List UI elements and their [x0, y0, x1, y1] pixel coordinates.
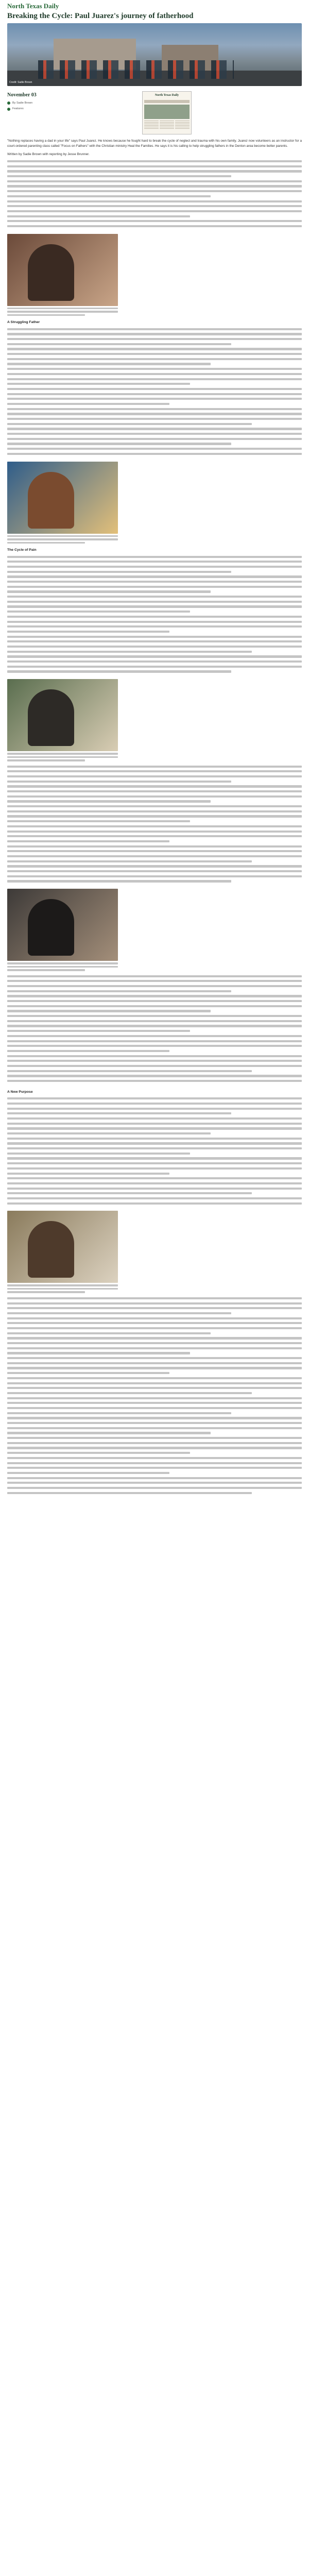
- body-text-line: [7, 1020, 302, 1022]
- body-text-line: [7, 1080, 302, 1082]
- body-text-line: [7, 200, 302, 202]
- body-text-line: [7, 190, 302, 192]
- body-text-line: [7, 1302, 302, 1304]
- body-text-line: [7, 1432, 211, 1434]
- body-text-line: [7, 825, 302, 827]
- body-text-line: [7, 1352, 190, 1354]
- body-text-line: [7, 195, 211, 197]
- body-text-line: [7, 205, 302, 207]
- body-text-line: [7, 805, 302, 807]
- body-text-line: [7, 373, 302, 375]
- body-text-line: [7, 1317, 302, 1319]
- body-text-line: [7, 1472, 169, 1474]
- body-text-line: [7, 363, 211, 365]
- body-text-line: [7, 1467, 302, 1469]
- body-text-line: [7, 1127, 302, 1129]
- hero-credit: Credit: Sadie Brown: [9, 80, 32, 84]
- body-text-line: [7, 636, 302, 638]
- body-text-line: [7, 766, 302, 768]
- body-text-line: [7, 660, 302, 663]
- body-text-line: [7, 1167, 302, 1170]
- body-text-line: [7, 1337, 302, 1339]
- body-text-line: [7, 1477, 302, 1479]
- body-text-line: [7, 225, 302, 227]
- body-text-line: [7, 1103, 302, 1105]
- photo-caption: [7, 535, 118, 544]
- body-text-line: [7, 1173, 169, 1175]
- body-text-line: [7, 1362, 302, 1364]
- body-text-line: [7, 880, 231, 882]
- body-text-line: [7, 338, 302, 340]
- body-text-line: [7, 1177, 302, 1179]
- body-text-line: [7, 571, 231, 573]
- body-text-line: [7, 575, 302, 578]
- body-text-line: [7, 1487, 302, 1489]
- body-text-line: [7, 1065, 302, 1067]
- body-text-line: [7, 1117, 302, 1120]
- body-text-line: [7, 621, 302, 623]
- body-text-line: [7, 175, 231, 177]
- body-text-line: [7, 1397, 302, 1399]
- body-text-line: [7, 1357, 302, 1359]
- body-text-line: [7, 1382, 302, 1384]
- body-text-line: [7, 418, 302, 420]
- print-edition-title: North Texas Daily: [154, 94, 179, 97]
- body-text-line: [7, 1452, 190, 1454]
- body-text-line: [7, 990, 231, 992]
- body-text-line: [7, 601, 302, 603]
- author-name[interactable]: By Sadie Brown: [12, 101, 33, 105]
- body-text-line: [7, 770, 302, 772]
- hero-photo: [7, 23, 302, 86]
- body-text-line: [7, 353, 302, 355]
- body-text-line: [7, 215, 190, 217]
- body-text-line: [7, 1342, 302, 1344]
- body-text-line: [7, 1035, 302, 1037]
- body-text-line: [7, 210, 302, 212]
- body-text-line: [7, 781, 231, 783]
- body-text-line: [7, 398, 302, 400]
- body-text-line: [7, 1307, 302, 1309]
- article-photo[interactable]: [7, 462, 118, 534]
- body-text-line: [7, 995, 302, 997]
- photo-caption: [7, 753, 118, 761]
- body-text-line: [7, 1157, 302, 1159]
- body-text-line: [7, 1392, 252, 1394]
- body-text-line: [7, 413, 302, 415]
- body-text-line: [7, 328, 302, 330]
- body-text-line: [7, 333, 302, 335]
- body-text-line: [7, 1030, 190, 1032]
- body-text-line: [7, 815, 302, 817]
- body-text-line: [7, 835, 302, 837]
- body-text-line: [7, 348, 302, 350]
- body-text-line: [7, 860, 252, 862]
- body-text-line: [7, 185, 302, 187]
- body-text-line: [7, 1202, 302, 1205]
- body-text-line: [7, 358, 302, 360]
- body-text-line: [7, 855, 302, 857]
- article-title: Breaking the Cycle: Paul Juarez's journey of fatherhood: [7, 12, 194, 20]
- body-text-line: [7, 605, 302, 607]
- body-text-line: [7, 403, 169, 405]
- article-category[interactable]: Features: [12, 107, 24, 111]
- body-text-line: [7, 556, 302, 558]
- body-text-line: [7, 1010, 211, 1012]
- body-text-line: [7, 448, 302, 450]
- body-text-line: [7, 1138, 302, 1140]
- body-text-line: [7, 1492, 252, 1494]
- body-text-line: [7, 1332, 211, 1334]
- article-photo[interactable]: [7, 679, 118, 751]
- body-text-line: [7, 586, 302, 588]
- body-text-line: [7, 1372, 169, 1374]
- article-byline: Written by Sadie Brown with reporting by Jesse Brunner.: [7, 152, 90, 157]
- body-text-line: [7, 785, 302, 787]
- body-text-line: [7, 1132, 211, 1134]
- body-text-line: [7, 388, 302, 390]
- body-text-line: [7, 1447, 302, 1449]
- body-text-line: [7, 220, 302, 222]
- body-text-line: [7, 581, 302, 583]
- body-text-line: [7, 1417, 302, 1419]
- body-text-line: [7, 985, 302, 987]
- body-text-line: [7, 1377, 302, 1379]
- body-text-line: [7, 1407, 302, 1409]
- body-text-line: [7, 1055, 302, 1057]
- body-text-line: [7, 1182, 302, 1184]
- body-text-line: [7, 975, 302, 977]
- body-text-line: [7, 438, 302, 440]
- body-text-line: [7, 865, 302, 867]
- body-text-line: [7, 670, 231, 672]
- body-text-line: [7, 651, 252, 653]
- body-text-line: [7, 640, 302, 642]
- body-text-line: [7, 775, 302, 777]
- body-text-line: [7, 180, 302, 182]
- body-text-line: [7, 1297, 302, 1299]
- section-heading: The Cycle of Pain: [7, 548, 37, 552]
- body-text-line: [7, 443, 231, 445]
- body-text-line: [7, 423, 252, 425]
- body-text-line: [7, 165, 302, 167]
- photo-caption: [7, 308, 118, 316]
- body-text-line: [7, 1108, 302, 1110]
- body-text-line: [7, 646, 302, 648]
- body-text-line: [7, 810, 302, 812]
- body-text-line: [7, 1322, 302, 1324]
- body-text-line: [7, 1312, 231, 1314]
- body-text-line: [7, 1070, 252, 1072]
- body-text-line: [7, 870, 302, 872]
- body-text-line: [7, 820, 190, 822]
- body-text-line: [7, 840, 169, 842]
- body-text-line: [7, 790, 302, 792]
- body-text-line: [7, 850, 302, 852]
- body-text-line: [7, 1000, 302, 1002]
- body-text-line: [7, 831, 302, 833]
- body-text-line: [7, 590, 211, 592]
- article-photo[interactable]: [7, 234, 118, 306]
- body-text-line: [7, 368, 302, 370]
- body-text-line: [7, 408, 302, 410]
- body-text-line: [7, 666, 302, 668]
- body-text-line: [7, 845, 302, 848]
- body-text-line: [7, 1075, 302, 1077]
- body-text-line: [7, 1025, 302, 1027]
- body-text-line: [7, 1123, 302, 1125]
- body-text-line: [7, 875, 302, 877]
- photo-caption: [7, 962, 118, 971]
- body-text-line: [7, 800, 211, 802]
- body-text-line: [7, 170, 302, 172]
- body-text-line: [7, 1142, 302, 1144]
- body-text-line: [7, 383, 190, 385]
- body-text-line: [7, 433, 302, 435]
- body-text-line: [7, 625, 302, 628]
- article-lead: "Nothing replaces having a dad in your life" says Paul Juarez. He knows because he fought hard to break the cycle of neglect and trauma with his own family. Juarez now volunteers as an instructor for a court-ordered parenting class called "Focus on Fathers" with the Christian ministry Heal the Families. He says it is his calling to help struggling fathers in the Denton area become better parents.: [7, 139, 302, 148]
- body-text-line: [7, 1147, 302, 1149]
- photo-caption: [7, 1284, 118, 1293]
- body-text-line: [7, 1387, 302, 1389]
- body-text-line: [7, 1015, 302, 1017]
- body-text-line: [7, 631, 169, 633]
- article-date: November 03: [7, 92, 37, 98]
- body-text-line: [7, 1327, 302, 1329]
- article-photo[interactable]: [7, 1211, 118, 1283]
- masthead: [7, 0, 302, 10]
- body-text-line: [7, 980, 302, 982]
- body-text-line: [7, 596, 302, 598]
- body-text-line: [7, 1045, 302, 1047]
- body-text-line: [7, 1050, 169, 1052]
- body-text-line: [7, 1427, 302, 1429]
- body-text-line: [7, 1060, 302, 1062]
- body-text-line: [7, 1153, 190, 1155]
- body-text-line: [7, 1192, 252, 1194]
- body-text-line: [7, 1347, 302, 1349]
- body-text-line: [7, 616, 302, 618]
- body-text-line: [7, 1162, 302, 1164]
- body-text-line: [7, 1402, 302, 1404]
- body-text-line: [7, 1040, 302, 1042]
- body-text-line: [7, 1112, 231, 1114]
- author-icon: [7, 101, 10, 105]
- body-text-line: [7, 1367, 302, 1369]
- body-text-line: [7, 1457, 302, 1459]
- site-logo[interactable]: North Texas Daily: [7, 2, 59, 10]
- body-text-line: [7, 1197, 302, 1199]
- section-heading: A Struggling Father: [7, 320, 40, 325]
- body-text-line: [7, 1437, 302, 1439]
- body-text-line: [7, 393, 302, 395]
- body-text-line: [7, 795, 302, 798]
- body-text-line: [7, 561, 302, 563]
- body-text-line: [7, 1462, 302, 1464]
- body-text-line: [7, 1005, 302, 1007]
- body-text-line: [7, 453, 302, 455]
- body-text-line: [7, 655, 302, 657]
- body-text-line: [7, 1097, 302, 1099]
- body-text-line: [7, 1422, 302, 1424]
- article-photo[interactable]: [7, 889, 118, 961]
- body-text-line: [7, 1412, 231, 1414]
- section-heading: A New Purpose: [7, 1090, 33, 1094]
- body-text-line: [7, 378, 302, 380]
- print-edition-thumbnail[interactable]: [142, 91, 192, 134]
- body-text-line: [7, 428, 302, 430]
- body-text-line: [7, 1188, 302, 1190]
- body-text-line: [7, 160, 302, 162]
- category-icon: [7, 108, 10, 111]
- body-text-line: [7, 611, 190, 613]
- body-text-line: [7, 566, 302, 568]
- body-text-line: [7, 343, 231, 345]
- body-text-line: [7, 1442, 302, 1444]
- body-text-line: [7, 1482, 302, 1484]
